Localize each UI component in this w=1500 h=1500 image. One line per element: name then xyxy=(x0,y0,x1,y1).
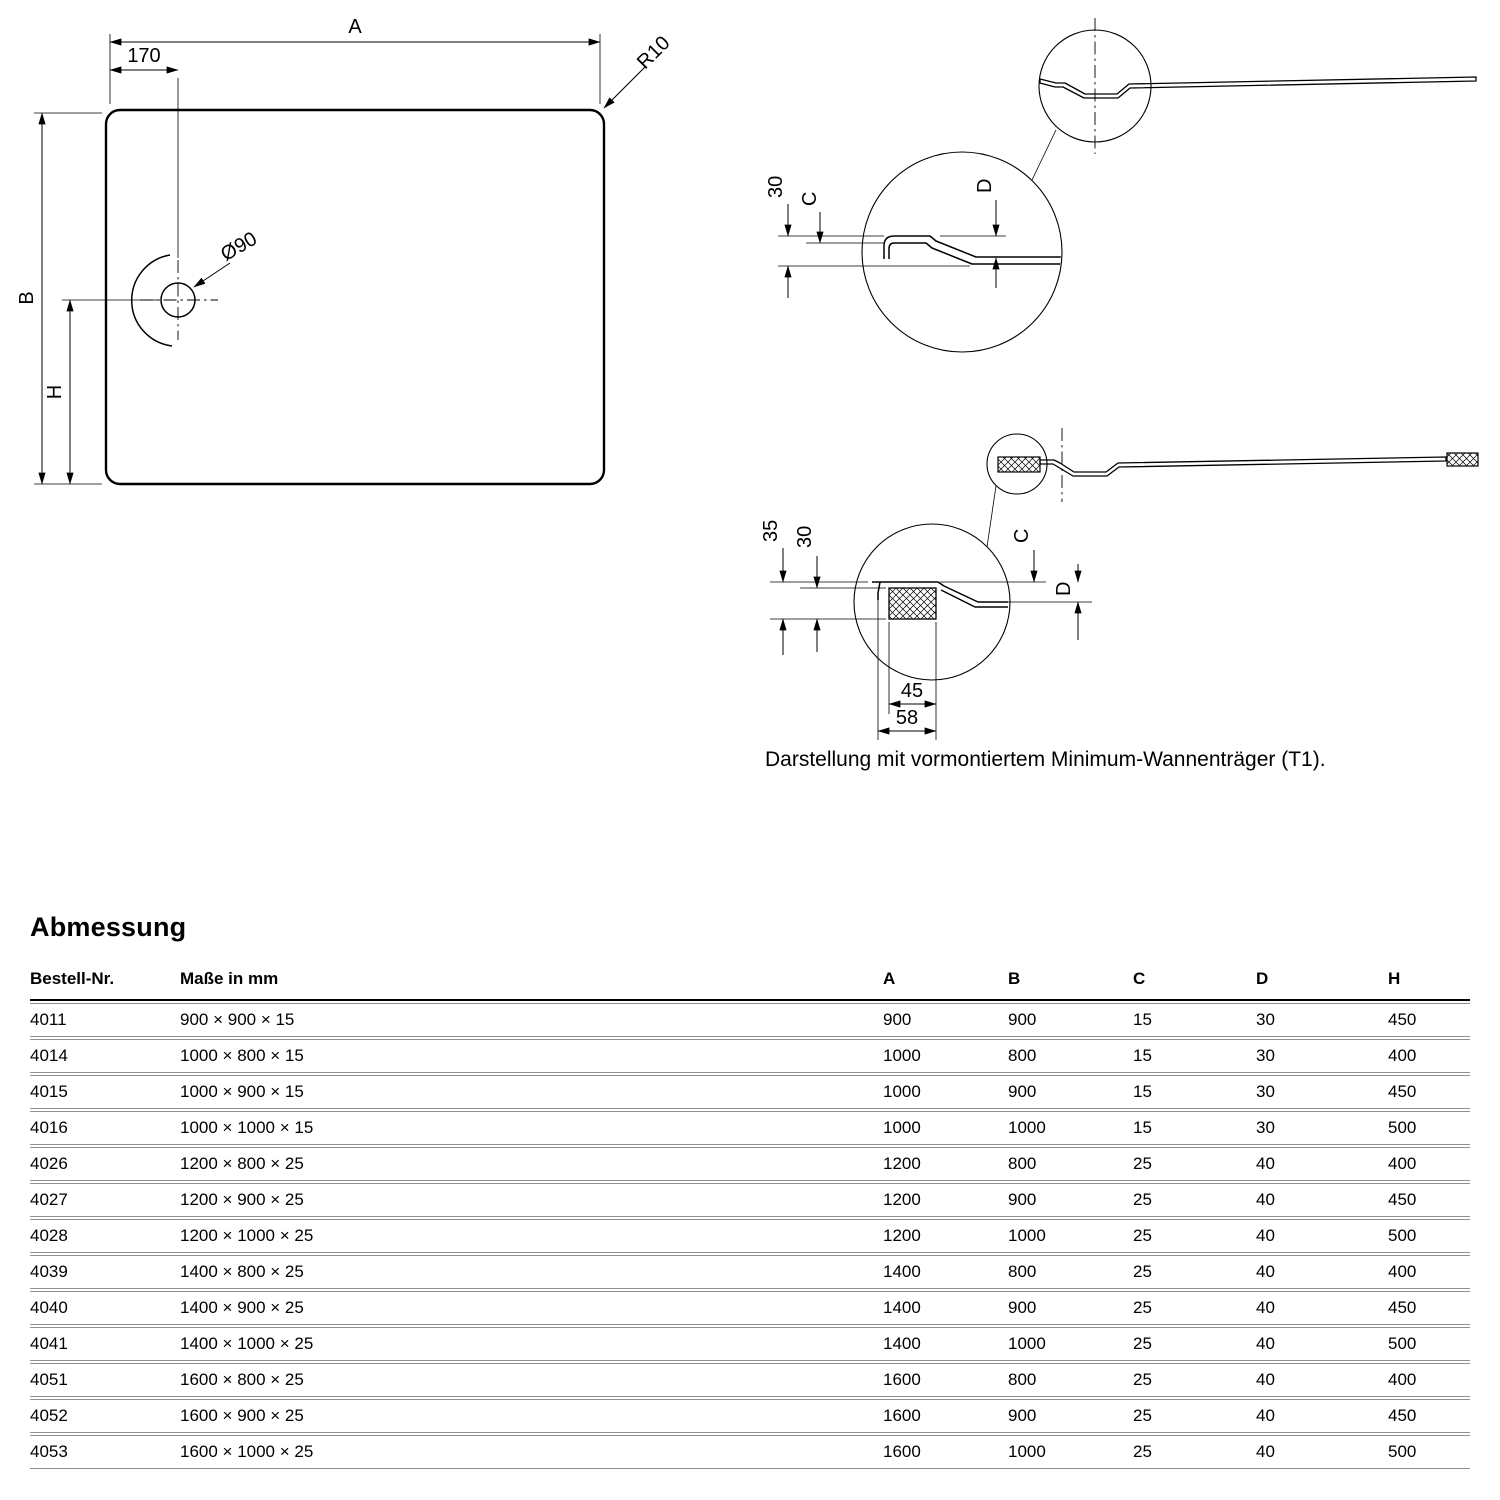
table-cell: 25 xyxy=(1133,1183,1256,1217)
dimension-section xyxy=(30,912,1470,1471)
table-cell: 1000 × 1000 × 15 xyxy=(180,1111,883,1145)
table-cell: 1400 xyxy=(883,1255,1008,1289)
table-cell: 1000 xyxy=(883,1039,1008,1073)
dim-label-drain-diameter: Ø90 xyxy=(217,227,261,266)
table-cell: 900 xyxy=(1008,1003,1133,1037)
table-cell: 4026 xyxy=(30,1147,180,1181)
table-cell: 900 xyxy=(1008,1399,1133,1433)
table-cell: 1000 × 800 × 15 xyxy=(180,1039,883,1073)
table-row xyxy=(30,1219,1470,1253)
detail-profile-top xyxy=(884,236,1065,264)
table-cell: 40 xyxy=(1256,1291,1388,1325)
dim-label-58: 58 xyxy=(895,707,919,729)
table-cell: 900 × 900 × 15 xyxy=(180,1003,883,1037)
table-cell: 1400 × 900 × 25 xyxy=(180,1291,883,1325)
table-cell: 450 xyxy=(1388,1399,1470,1433)
table-cell: 450 xyxy=(1388,1183,1470,1217)
table-cell: 1200 xyxy=(883,1147,1008,1181)
col-header-h: H xyxy=(1388,969,1470,1001)
table-cell: 1000 xyxy=(1008,1327,1133,1361)
table-cell: 1200 × 1000 × 25 xyxy=(180,1219,883,1253)
table-cell: 1400 × 1000 × 25 xyxy=(180,1327,883,1361)
table-cell: 900 xyxy=(1008,1075,1133,1109)
col-header-c: C xyxy=(1133,969,1256,1001)
support-block-left xyxy=(998,457,1040,472)
col-header-d: D xyxy=(1256,969,1388,1001)
dim-label-30-top: 30 xyxy=(765,175,787,198)
dim-label-a: A xyxy=(348,16,362,38)
plan-view xyxy=(16,16,675,484)
dim-label-d-top: D xyxy=(974,178,996,193)
drawing-caption: Darstellung mit vormontiertem Minimum-Wannenträger (T1). xyxy=(765,748,1326,771)
dim-label-d-bottom: D xyxy=(1053,581,1075,596)
table-cell: 4011 xyxy=(30,1003,180,1037)
table-row xyxy=(30,1255,1470,1289)
table-cell: 40 xyxy=(1256,1219,1388,1253)
table-cell: 4015 xyxy=(30,1075,180,1109)
table-cell: 1200 × 900 × 25 xyxy=(180,1183,883,1217)
table-cell: 1000 xyxy=(1008,1111,1133,1145)
section-bottom-dimensions xyxy=(770,548,1092,740)
table-cell: 4051 xyxy=(30,1363,180,1397)
table-cell: 1600 × 800 × 25 xyxy=(180,1363,883,1397)
table-cell: 25 xyxy=(1133,1327,1256,1361)
table-cell: 1000 xyxy=(1008,1219,1133,1253)
dim-label-c-bottom: C xyxy=(1011,528,1033,543)
support-block-right xyxy=(1447,453,1478,466)
col-header-a: A xyxy=(883,969,1008,1001)
table-cell: 1600 × 1000 × 25 xyxy=(180,1435,883,1469)
col-header-masse: Maße in mm xyxy=(180,969,883,1001)
dimensions-table xyxy=(30,967,1470,1471)
table-cell: 40 xyxy=(1256,1255,1388,1289)
table-cell: 40 xyxy=(1256,1399,1388,1433)
tray-profile-top xyxy=(1040,77,1476,98)
table-cell: 500 xyxy=(1388,1435,1470,1469)
dim-label-35-bottom: 35 xyxy=(760,519,782,542)
table-cell: 500 xyxy=(1388,1111,1470,1145)
table-row xyxy=(30,1399,1470,1433)
table-cell: 1600 xyxy=(883,1363,1008,1397)
table-cell: 800 xyxy=(1008,1039,1133,1073)
table-row xyxy=(30,1147,1470,1181)
table-cell: 1200 xyxy=(883,1183,1008,1217)
table-cell: 450 xyxy=(1388,1003,1470,1037)
table-cell: 4040 xyxy=(30,1291,180,1325)
table-cell: 4014 xyxy=(30,1039,180,1073)
table-cell: 4052 xyxy=(30,1399,180,1433)
table-cell: 15 xyxy=(1133,1003,1256,1037)
table-row xyxy=(30,1327,1470,1361)
table-cell: 4041 xyxy=(30,1327,180,1361)
table-cell: 450 xyxy=(1388,1075,1470,1109)
section-title: Abmessung xyxy=(30,912,187,942)
table-cell: 40 xyxy=(1256,1183,1388,1217)
table-cell: 900 xyxy=(1008,1183,1133,1217)
table-cell: 40 xyxy=(1256,1435,1388,1469)
table-cell: 4053 xyxy=(30,1435,180,1469)
table-cell: 800 xyxy=(1008,1147,1133,1181)
dim-label-b: B xyxy=(16,291,38,305)
dim-label-30-bottom: 30 xyxy=(794,525,816,548)
table-header-row xyxy=(30,969,1470,1001)
table-row xyxy=(30,1183,1470,1217)
detail-profile-bottom xyxy=(872,582,1008,619)
table-cell: 25 xyxy=(1133,1435,1256,1469)
table-cell: 15 xyxy=(1133,1075,1256,1109)
table-cell: 25 xyxy=(1133,1291,1256,1325)
table-cell: 1200 xyxy=(883,1219,1008,1253)
table-cell: 1000 xyxy=(1008,1435,1133,1469)
table-cell: 30 xyxy=(1256,1111,1388,1145)
table-cell: 1000 xyxy=(883,1111,1008,1145)
table-cell: 30 xyxy=(1256,1039,1388,1073)
table-row xyxy=(30,1003,1470,1037)
table-row xyxy=(30,1363,1470,1397)
table-cell: 900 xyxy=(1008,1291,1133,1325)
table-cell: 500 xyxy=(1388,1327,1470,1361)
dim-label-r10: R10 xyxy=(633,32,675,74)
table-cell: 1400 × 800 × 25 xyxy=(180,1255,883,1289)
table-cell: 25 xyxy=(1133,1147,1256,1181)
dim-label-c-top: C xyxy=(799,191,821,206)
table-cell: 1400 xyxy=(883,1327,1008,1361)
table-cell: 400 xyxy=(1388,1039,1470,1073)
table-cell: 800 xyxy=(1008,1363,1133,1397)
table-cell: 1600 × 900 × 25 xyxy=(180,1399,883,1433)
table-cell: 40 xyxy=(1256,1363,1388,1397)
table-cell: 1600 xyxy=(883,1399,1008,1433)
table-cell: 4039 xyxy=(30,1255,180,1289)
detail-leader-top xyxy=(1032,130,1056,180)
table-cell: 30 xyxy=(1256,1075,1388,1109)
table-cell: 30 xyxy=(1256,1003,1388,1037)
dim-label-170: 170 xyxy=(127,45,161,67)
table-row xyxy=(30,1075,1470,1109)
table-row xyxy=(30,1039,1470,1073)
table-cell: 1000 xyxy=(883,1075,1008,1109)
table-cell: 1400 xyxy=(883,1291,1008,1325)
table-cell: 25 xyxy=(1133,1255,1256,1289)
table-cell: 4027 xyxy=(30,1183,180,1217)
table-cell: 400 xyxy=(1388,1147,1470,1181)
section-view-bottom xyxy=(760,428,1478,740)
table-cell: 15 xyxy=(1133,1111,1256,1145)
table-cell: 450 xyxy=(1388,1291,1470,1325)
table-cell: 40 xyxy=(1256,1147,1388,1181)
tray-profile-bottom xyxy=(1040,457,1446,476)
table-cell: 25 xyxy=(1133,1219,1256,1253)
table-cell: 400 xyxy=(1388,1363,1470,1397)
table-cell: 500 xyxy=(1388,1219,1470,1253)
table-cell: 1000 × 900 × 15 xyxy=(180,1075,883,1109)
table-cell: 4016 xyxy=(30,1111,180,1145)
col-header-b: B xyxy=(1008,969,1133,1001)
table-body xyxy=(30,1003,1470,1469)
tray-outline xyxy=(106,110,604,484)
section-top-dimensions xyxy=(778,200,1006,298)
detail-leader-bottom xyxy=(987,486,996,547)
table-cell: 25 xyxy=(1133,1363,1256,1397)
dim-label-h: H xyxy=(44,384,66,400)
table-cell: 400 xyxy=(1388,1255,1470,1289)
table-row xyxy=(30,1435,1470,1469)
table-cell: 15 xyxy=(1133,1039,1256,1073)
col-header-bestell-nr: Bestell-Nr. xyxy=(30,969,180,1001)
table-cell: 25 xyxy=(1133,1399,1256,1433)
table-cell: 40 xyxy=(1256,1327,1388,1361)
dim-label-45: 45 xyxy=(900,680,924,702)
table-cell: 1600 xyxy=(883,1435,1008,1469)
table-cell: 900 xyxy=(883,1003,1008,1037)
section-view-top xyxy=(765,18,1476,352)
table-row xyxy=(30,1291,1470,1325)
table-row xyxy=(30,1111,1470,1145)
table-cell: 1200 × 800 × 25 xyxy=(180,1147,883,1181)
table-cell: 4028 xyxy=(30,1219,180,1253)
table-cell: 800 xyxy=(1008,1255,1133,1289)
